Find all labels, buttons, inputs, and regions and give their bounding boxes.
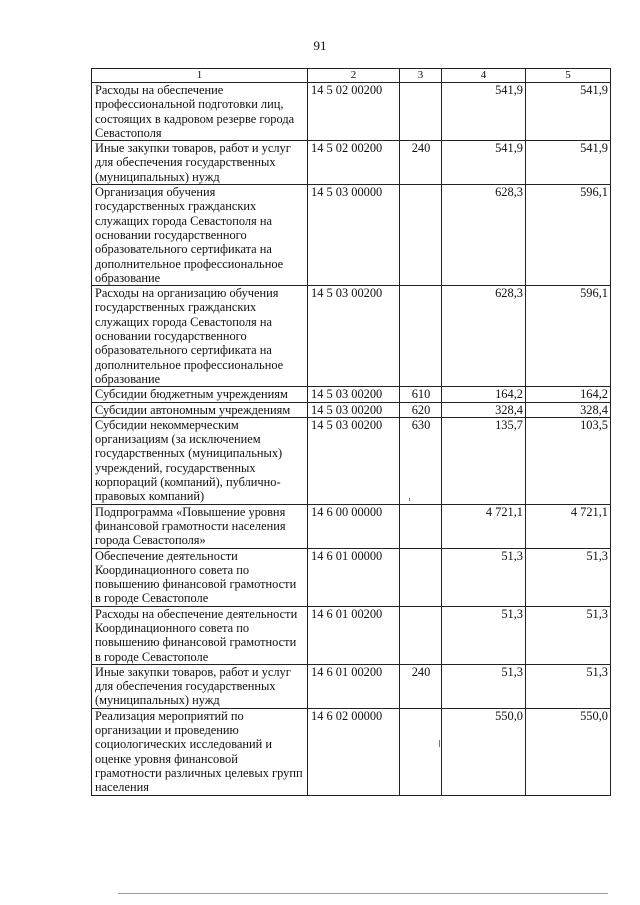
table-row xyxy=(92,548,611,606)
row-kvr xyxy=(400,548,442,606)
row-value-2: 51,3 xyxy=(526,548,611,606)
header-col-3: 3 xyxy=(400,69,442,83)
row-value-2: 51,3 xyxy=(526,664,611,708)
row-name: Реализация мероприятий по организации и проведению социологических исследований и оценке уровня финансовой грамотности различных целевых групп населения xyxy=(92,708,308,795)
row-code: 14 6 01 00200 xyxy=(308,664,400,708)
row-kvr: 240 xyxy=(400,141,442,185)
table-row xyxy=(92,83,611,141)
row-name: Субсидии автономным учреждениям xyxy=(92,402,308,417)
row-value-1: 328,4 xyxy=(442,402,526,417)
row-value-1: 51,3 xyxy=(442,664,526,708)
row-value-1: 541,9 xyxy=(442,141,526,185)
table-row xyxy=(92,417,611,504)
scan-mark xyxy=(439,740,440,747)
row-name: Расходы на обеспечение профессиональной подготовки лиц, состоящих в кадровом резерве города Севастополя xyxy=(92,83,308,141)
table-row xyxy=(92,664,611,708)
row-value-1: 51,3 xyxy=(442,548,526,606)
row-value-1: 164,2 xyxy=(442,387,526,402)
row-value-2: 596,1 xyxy=(526,286,611,387)
row-value-1: 51,3 xyxy=(442,606,526,664)
table-row xyxy=(92,708,611,795)
table-row xyxy=(92,185,611,286)
table-row xyxy=(92,402,611,417)
table-row xyxy=(92,141,611,185)
row-name: Субсидии некоммерческим организациям (за исключением государственных (муниципальных) учреждений, государственных корпораций (компаний), публично-правовых компаний) xyxy=(92,417,308,504)
row-code: 14 5 02 00200 xyxy=(308,83,400,141)
row-value-2: 103,5 xyxy=(526,417,611,504)
row-code: 14 5 03 00200 xyxy=(308,417,400,504)
header-col-1: 1 xyxy=(92,69,308,83)
row-value-2: 541,9 xyxy=(526,141,611,185)
table-row xyxy=(92,504,611,548)
row-value-2: 541,9 xyxy=(526,83,611,141)
header-col-2: 2 xyxy=(308,69,400,83)
row-kvr: 630 xyxy=(400,417,442,504)
table-row xyxy=(92,286,611,387)
row-name: Организация обучения государственных гражданских служащих города Севастополя на основании государственного образовательного сертификата на дополнительное профессиональное образование xyxy=(92,185,308,286)
row-name: Субсидии бюджетным учреждениям xyxy=(92,387,308,402)
header-row xyxy=(92,69,611,83)
row-code: 14 6 01 00000 xyxy=(308,548,400,606)
row-value-1: 541,9 xyxy=(442,83,526,141)
row-code: 14 5 03 00000 xyxy=(308,185,400,286)
row-name: Иные закупки товаров, работ и услуг для обеспечения государственных (муниципальных) нужд xyxy=(92,664,308,708)
row-name: Расходы на организацию обучения государственных гражданских служащих города Севастополя на основании государственного образовательного сертификата на дополнительное профессиональное образование xyxy=(92,286,308,387)
row-value-2: 4 721,1 xyxy=(526,504,611,548)
table-body xyxy=(92,83,611,796)
table-row xyxy=(92,606,611,664)
row-kvr xyxy=(400,708,442,795)
row-code: 14 5 02 00200 xyxy=(308,141,400,185)
row-value-1: 135,7 xyxy=(442,417,526,504)
table-row xyxy=(92,387,611,402)
row-value-2: 328,4 xyxy=(526,402,611,417)
row-value-1: 550,0 xyxy=(442,708,526,795)
row-code: 14 6 02 00000 xyxy=(308,708,400,795)
header-col-5: 5 xyxy=(526,69,611,83)
row-name: Расходы на обеспечение деятельности Координационного совета по повышению финансовой грамотности в городе Севастополе xyxy=(92,606,308,664)
row-kvr xyxy=(400,606,442,664)
row-name: Иные закупки товаров, работ и услуг для обеспечения государственных (муниципальных) нужд xyxy=(92,141,308,185)
row-code: 14 5 03 00200 xyxy=(308,387,400,402)
row-kvr xyxy=(400,286,442,387)
row-name: Подпрограмма «Повышение уровня финансовой грамотности населения города Севастополя» xyxy=(92,504,308,548)
header-col-4: 4 xyxy=(442,69,526,83)
budget-table xyxy=(91,68,611,796)
row-kvr: 240 xyxy=(400,664,442,708)
row-code: 14 5 03 00200 xyxy=(308,286,400,387)
row-kvr xyxy=(400,185,442,286)
row-value-2: 164,2 xyxy=(526,387,611,402)
row-kvr xyxy=(400,504,442,548)
row-code: 14 6 01 00200 xyxy=(308,606,400,664)
row-value-1: 628,3 xyxy=(442,286,526,387)
row-code: 14 5 03 00200 xyxy=(308,402,400,417)
scan-mark xyxy=(409,498,410,501)
row-value-2: 550,0 xyxy=(526,708,611,795)
row-kvr: 610 xyxy=(400,387,442,402)
row-kvr: 620 xyxy=(400,402,442,417)
row-value-1: 4 721,1 xyxy=(442,504,526,548)
row-code: 14 6 00 00000 xyxy=(308,504,400,548)
row-kvr xyxy=(400,83,442,141)
row-value-2: 596,1 xyxy=(526,185,611,286)
row-value-2: 51,3 xyxy=(526,606,611,664)
page-number: 91 xyxy=(313,38,327,53)
row-name: Обеспечение деятельности Координационного совета по повышению финансовой грамотности в городе Севастополе xyxy=(92,548,308,606)
row-value-1: 628,3 xyxy=(442,185,526,286)
bottom-rule xyxy=(118,893,608,894)
